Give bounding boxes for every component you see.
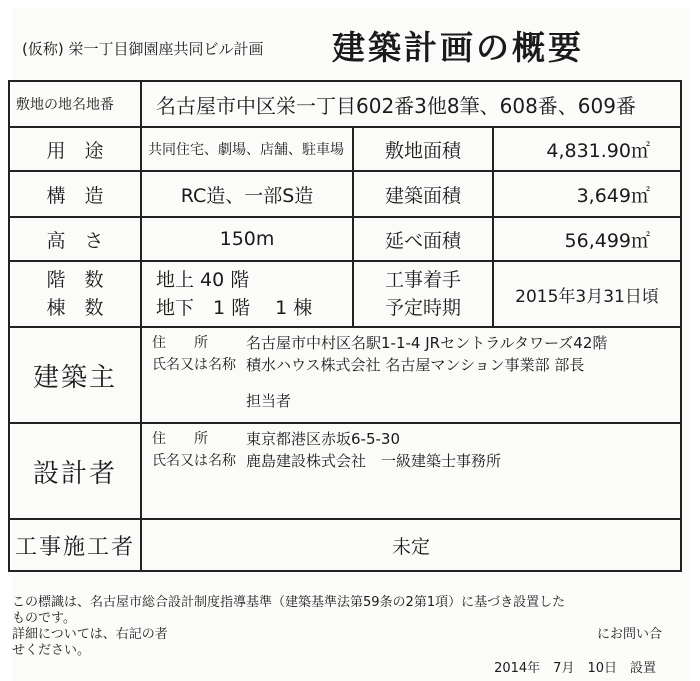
- height-row: [9, 217, 681, 261]
- contractor-row: [9, 519, 681, 571]
- contractor-value: 未定: [141, 519, 681, 571]
- footer-line-4: せください。: [12, 643, 91, 658]
- footer-note: [12, 595, 662, 676]
- structure-row: [9, 171, 681, 217]
- structure-value: RC造、一部S造: [141, 171, 353, 217]
- designer-address-key: 住 所: [152, 431, 208, 447]
- owner-row: [9, 327, 681, 423]
- building-area-value: 3,649㎡: [493, 171, 681, 217]
- schedule-label-2: 予定時期: [384, 297, 461, 319]
- designer-name-key: 氏名又は名称: [152, 453, 236, 469]
- designer-details: [141, 423, 681, 519]
- site-area-value: 4,831.90㎡: [493, 127, 681, 171]
- footer-line-3: 詳細については、右記の者: [12, 627, 168, 642]
- designer-address: 東京都港区赤坂6-5-30: [246, 430, 400, 448]
- building-area-label: 建築面積: [353, 171, 493, 217]
- floors-row: [9, 261, 681, 327]
- floors-label-1: 階 数: [46, 269, 104, 291]
- sign-header: [12, 8, 690, 84]
- structure-label: 構 造: [9, 171, 141, 217]
- owner-name: 積水ハウス株式会社 名古屋マンション事業部 部長: [246, 356, 585, 374]
- designer-label: 設計者: [9, 423, 141, 519]
- designer-name: 鹿島建設株式会社 一級建築士事務所: [246, 452, 502, 470]
- owner-address: 名古屋市中村区名駅1-1-4 JRセントラルタワーズ42階: [246, 334, 608, 352]
- schedule-value: 2015年3月31日頃: [493, 261, 681, 327]
- floors-value-1: 地上 40 階: [156, 269, 250, 291]
- footer-line-3-right: にお問い合: [596, 627, 662, 642]
- floor-area-value: 56,499㎡: [493, 217, 681, 261]
- height-label: 高 さ: [9, 217, 141, 261]
- designer-row: [9, 423, 681, 519]
- owner-label: 建築主: [9, 327, 141, 423]
- owner-name-key: 氏名又は名称: [152, 357, 236, 373]
- floors-value: [141, 261, 353, 327]
- install-date: 2014年 7月 10日 設置: [494, 661, 656, 676]
- use-row: [9, 127, 681, 171]
- footer-line-1: この標識は、名古屋市総合設計制度指導基準（建築基準法第59条の2第1項）に基づき設置した: [12, 595, 566, 610]
- floors-label: [9, 261, 141, 327]
- site-label: 敷地の地名地番: [9, 81, 141, 127]
- floors-label-2: 棟 数: [46, 297, 104, 319]
- sign-title: 建築計画の概要: [332, 28, 584, 67]
- owner-address-key: 住 所: [152, 335, 208, 351]
- owner-contact: 担当者: [246, 392, 292, 410]
- floors-value-2: 地下 1 階 1 棟: [156, 297, 313, 319]
- plan-table: [8, 80, 682, 572]
- owner-details: [141, 327, 681, 423]
- site-row: [9, 81, 681, 127]
- site-value: 名古屋市中区栄一丁目602番3他8筆、608番、609番: [141, 81, 681, 127]
- project-name: (仮称) 栄一丁目御園座共同ビル計画: [22, 40, 264, 58]
- contractor-label: 工事施工者: [9, 519, 141, 571]
- floor-area-label: 延べ面積: [353, 217, 493, 261]
- site-area-label: 敷地面積: [353, 127, 493, 171]
- footer-line-2: ものです。: [12, 611, 76, 626]
- schedule-label-1: 工事着手: [384, 269, 461, 291]
- use-label: 用 途: [9, 127, 141, 171]
- schedule-label: [353, 261, 493, 327]
- use-value: 共同住宅、劇場、店舗、駐車場: [141, 127, 353, 171]
- height-value: 150m: [141, 217, 353, 261]
